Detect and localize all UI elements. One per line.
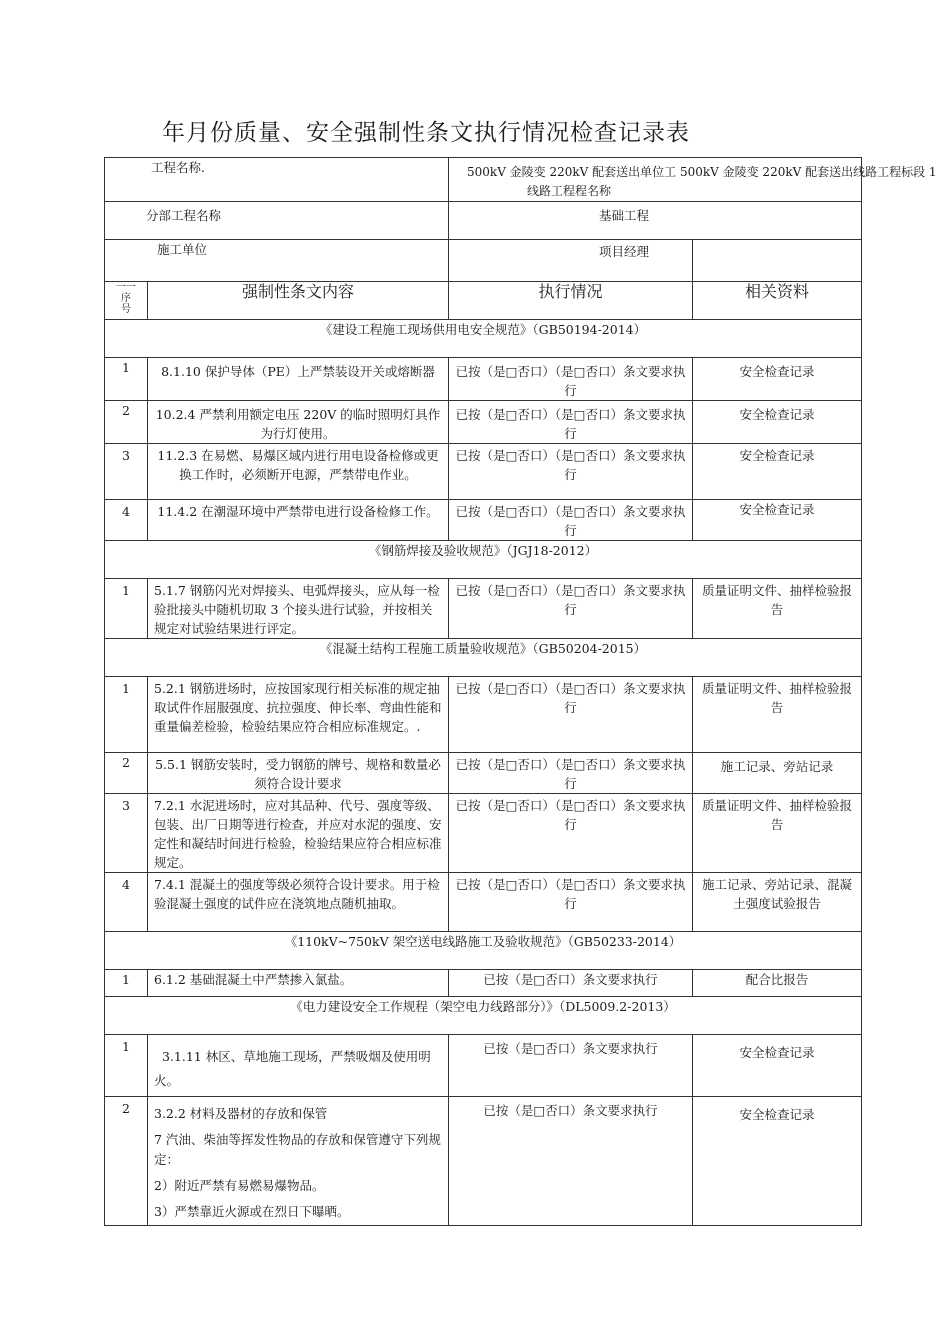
section-title-row	[105, 997, 862, 1035]
row-docs: 安全检查记录	[693, 444, 862, 500]
row-content: 7.2.1 水泥进场时，应对其品种、代号、强度等级、包装、出厂日期等进行检查，并应对水泥的强度、安定性和凝结时间进行检验，检验结果应符合相应标准规定。	[148, 794, 449, 873]
table-row	[105, 873, 862, 932]
section-title-row	[105, 639, 862, 677]
row-docs: 质量证明文件、抽样检验报告	[693, 677, 862, 753]
section-title: 《电力建设安全工作规程（架空电力线路部分）》（DL5009.2-2013）	[105, 997, 862, 1035]
row-status: 已按（是□否口）（是□否口）条文要求执行	[449, 401, 693, 444]
header-status: 执行情况	[449, 282, 693, 320]
section-title: 《建设工程施工现场供用电安全规范》（GB50194-2014）	[105, 320, 862, 358]
project-manager-value	[693, 240, 862, 282]
section-title: 《110kV~750kV 架空送电线路施工及验收规范》（GB50233-2014）	[105, 932, 862, 970]
table-row	[105, 970, 862, 997]
project-manager-label: 项目经理	[599, 244, 650, 259]
row-no: 1	[105, 358, 148, 401]
project-name-value	[449, 158, 937, 202]
inspection-record-table	[104, 157, 937, 1226]
table-row	[105, 579, 862, 639]
table-row	[105, 358, 862, 401]
row-content: 5.2.1 钢筋进场时，应按国家现行相关标准的规定抽取试件作屈服强度、抗拉强度、伸长率、弯曲性能和重量偏差检验，检验结果应符合相应标准规定。.	[148, 677, 449, 753]
table-header-row	[105, 282, 862, 320]
sub-project-value	[449, 202, 862, 240]
row-content: 11.4.2 在潮湿环境中严禁带电进行设备检修工作。	[148, 500, 449, 541]
project-name-row	[105, 158, 862, 202]
section-title-row	[105, 541, 862, 579]
row-docs: 施工记录、旁站记录、混凝土强度试验报告	[693, 873, 862, 932]
section-title-row	[105, 320, 862, 358]
section-title: 《钢筋焊接及验收规范》（JGJ18-2012）	[105, 541, 862, 579]
sub-project-label: 分部工程名称	[105, 202, 449, 240]
row-no: 4	[105, 873, 148, 932]
sub-project-row	[105, 202, 862, 240]
row-status: 已按（是□否口）（是□否口）条文要求执行	[449, 794, 693, 873]
row-content: 5.5.1 钢筋安装时，受力钢筋的牌号、规格和数量必须符合设计要求	[148, 753, 449, 794]
construction-unit-value	[449, 240, 693, 282]
row-docs: 配合比报告	[693, 970, 862, 997]
construction-unit-label: 施工单位	[105, 240, 449, 282]
section-title: 《混凝土结构工程施工质量验收规范》（GB50204-2015）	[105, 639, 862, 677]
row-status: 已按（是□否口）条文要求执行	[449, 1097, 693, 1226]
row-content	[148, 1097, 449, 1226]
row-content	[148, 1035, 449, 1097]
row-status: 已按（是□否口）（是□否口）条文要求执行	[449, 358, 693, 401]
row-content: 7.4.1 混凝土的强度等级必须符合设计要求。用于检验混凝土强度的试件应在浇筑地点随机抽取。	[148, 873, 449, 932]
row-content: 6.1.2 基础混凝土中严禁掺入氯盐。	[148, 970, 449, 997]
table-row	[105, 401, 862, 444]
row-no: 1	[105, 1035, 148, 1097]
row-status: 已按（是□否口）（是□否口）条文要求执行	[449, 579, 693, 639]
table-row	[105, 444, 862, 500]
row-docs: 质量证明文件、抽样检验报告	[693, 794, 862, 873]
project-name-label	[105, 158, 449, 202]
row-no: 1	[105, 970, 148, 997]
row-status: 已按（是□否口）（是□否口）条文要求执行	[449, 444, 693, 500]
table-row	[105, 677, 862, 753]
row-status: 已按（是□否口）条文要求执行	[449, 1035, 693, 1097]
table-row	[105, 1097, 862, 1226]
row-status: 已按（是□否口）（是□否口）条文要求执行	[449, 500, 693, 541]
row-content-line: 7 汽油、柴油等挥发性物品的存放和保管遵守下列规定：	[154, 1132, 441, 1167]
sub-project-value-text: 基础工程	[599, 208, 650, 223]
row-content: 11.2.3 在易燃、易爆区域内进行用电设备检修或更换工作时，必须断开电源，严禁带电作业。	[148, 444, 449, 500]
row-docs: 安全检查记录	[693, 500, 862, 541]
table-row	[105, 794, 862, 873]
row-docs: 施工记录、旁站记录	[693, 753, 862, 794]
row-docs: 安全检查记录	[693, 1097, 862, 1226]
row-status: 已按（是□否口）（是□否口）条文要求执行	[449, 753, 693, 794]
section-title-row	[105, 932, 862, 970]
header-content: 强制性条文内容	[148, 282, 449, 320]
row-docs: 安全检查记录	[693, 401, 862, 444]
project-name-label-text: 工程名称.	[151, 160, 205, 175]
row-no: 2	[105, 401, 148, 444]
row-content: 5.1.7 钢筋闪光对焊接头、电弧焊接头，应从每一检验批接头中随机切取 3 个接头进行试验，并按相关规定对试验结果进行评定。	[148, 579, 449, 639]
row-no: 2	[105, 1097, 148, 1226]
construction-unit-row	[105, 240, 862, 282]
project-name-line1: 500kV 金陵变 220kV 配套送出单位工 500kV 金陵变 220kV 配套送出线路工程标段 1	[467, 165, 937, 179]
header-docs: 相关资料	[693, 282, 862, 320]
row-no: 4	[105, 500, 148, 541]
header-no-text: 一一 序 号	[116, 282, 136, 315]
row-content-line: 2）附近严禁有易燃易爆物品。	[154, 1178, 325, 1193]
project-name-line2: 线路工程程名称	[527, 184, 612, 198]
row-content: 10.2.4 严禁利用额定电压 220V 的临时照明灯具作为行灯使用。	[148, 401, 449, 444]
table-row	[105, 753, 862, 794]
table-row	[105, 1035, 862, 1097]
row-no: 1	[105, 677, 148, 753]
row-docs: 安全检查记录	[693, 358, 862, 401]
row-content-line: 3）严禁靠近火源或在烈日下曝晒。	[154, 1204, 350, 1219]
header-no	[105, 282, 148, 320]
row-docs: 质量证明文件、抽样检验报告	[693, 579, 862, 639]
row-content: 8.1.10 保护导体（PE）上严禁装设开关或熔断器	[148, 358, 449, 401]
row-content-line: 3.2.2 材料及器材的存放和保管	[154, 1106, 328, 1121]
row-no: 2	[105, 753, 148, 794]
row-content-text: 3.1.11 林区、草地施工现场，严禁吸烟及使用明火。	[154, 1049, 431, 1088]
row-no: 1	[105, 579, 148, 639]
row-no: 3	[105, 444, 148, 500]
row-status: 已按（是□否口）条文要求执行	[449, 970, 693, 997]
row-status: 已按（是□否口）（是□否口）条文要求执行	[449, 677, 693, 753]
row-status: 已按（是□否口）（是□否口）条文要求执行	[449, 873, 693, 932]
table-row	[105, 500, 862, 541]
row-no: 3	[105, 794, 148, 873]
row-docs: 安全检查记录	[693, 1035, 862, 1097]
page-title: 年月份质量、安全强制性条文执行情况检查记录表	[162, 120, 690, 146]
